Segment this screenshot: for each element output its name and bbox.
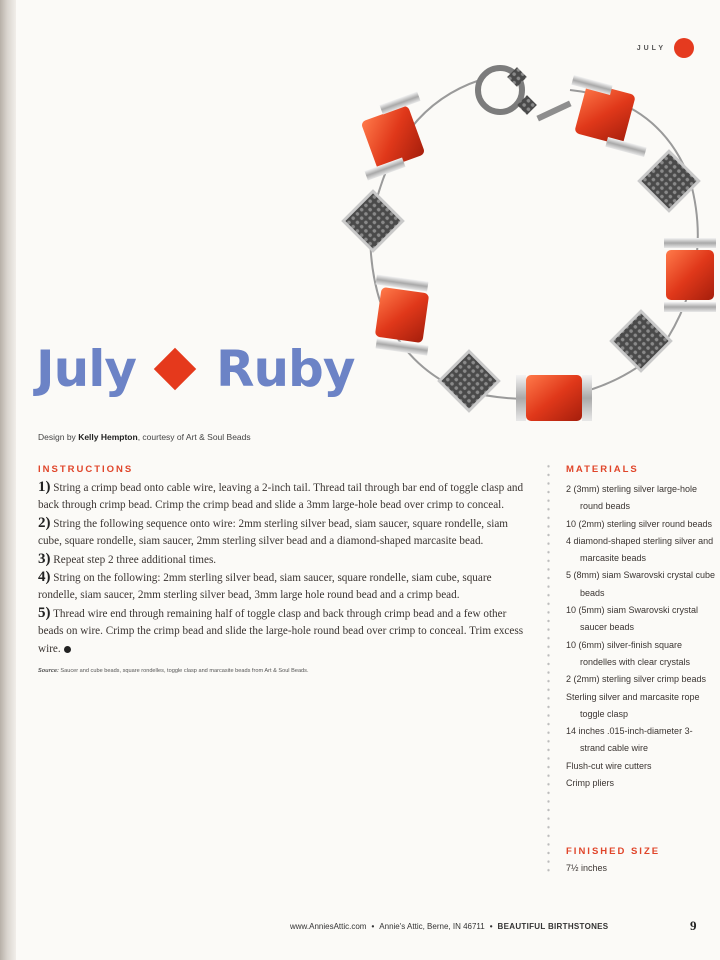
page-footer	[290, 922, 650, 931]
marcasite-diamond-bead	[343, 191, 402, 250]
page-title	[36, 340, 354, 398]
material-item: Crimp pliers	[566, 778, 615, 789]
instruction-step	[38, 479, 528, 515]
credit-suffix: , courtesy of Art & Soul Beads	[137, 432, 251, 442]
ruby-cube	[664, 238, 716, 312]
footer-url[interactable]: www.AnniesAttic.com	[290, 922, 367, 931]
footer-publication: BEAUTIFUL BIRTHSTONES	[497, 922, 609, 931]
end-mark-icon	[64, 646, 71, 653]
toggle-clasp	[478, 67, 572, 121]
step-text: String a crimp bead onto cable wire, leaving a 2-inch tail. Thread tail through bar end of toggle clasp and back through crimp bead. Crimp the crimp bead and slide a 3mm large-hole bead over crimp to conceal.	[38, 482, 524, 512]
footer-bullet: •	[371, 922, 375, 931]
footer-bullet: •	[489, 922, 493, 931]
month-tag-text: JULY	[636, 44, 666, 52]
material-item: 14 inches .015-inch-diameter 3-strand cable wire	[566, 726, 693, 754]
instructions-heading: INSTRUCTIONS	[38, 464, 134, 475]
marcasite-diamond-bead	[611, 311, 670, 370]
instruction-step	[38, 569, 528, 605]
instruction-step	[38, 551, 528, 569]
ruby-cube	[375, 274, 429, 355]
material-item: 5 (8mm) siam Swarovski crystal cube beads	[566, 570, 716, 598]
credit-prefix: Design by	[38, 432, 76, 442]
material-item: 4 diamond-shaped sterling silver and marcasite beads	[566, 535, 714, 564]
instructions-section	[38, 464, 528, 674]
finished-size-heading: FINISHED SIZE	[566, 846, 661, 857]
step-number: 5)	[38, 604, 51, 621]
materials-list	[566, 481, 716, 792]
ruby-bracelet-photo	[330, 50, 720, 430]
material-item: 10 (2mm) sterling silver round beads	[566, 518, 713, 529]
title-gem: Ruby	[215, 340, 355, 398]
material-item: 2 (3mm) sterling silver large-hole round beads	[566, 484, 698, 512]
title-month: July	[36, 340, 136, 398]
diamond-icon	[154, 348, 196, 390]
finished-size-value: 7½ inches	[566, 863, 608, 873]
material-item: 2 (2mm) sterling silver crimp beads	[566, 674, 707, 685]
step-text: String on the following: 2mm sterling silver bead, siam saucer, square rondelle, siam cube, square rondelle, siam saucer, 2mm sterling silver bead, 3mm large hole round bead and a crimp bead.	[38, 572, 492, 602]
source-note	[38, 668, 528, 674]
finished-size-section	[566, 846, 716, 873]
material-item: 10 (5mm) siam Swarovski crystal saucer beads	[566, 605, 699, 633]
materials-section	[566, 464, 716, 792]
step-number: 1)	[38, 479, 51, 495]
designer-name: Kelly Hempton	[78, 432, 138, 442]
design-credit	[38, 432, 251, 442]
dotted-divider	[547, 462, 550, 874]
ruby-cube	[516, 375, 592, 421]
step-number: 2)	[38, 514, 51, 531]
ruby-cube	[361, 91, 426, 180]
step-text: String the following sequence onto wire: 2mm sterling silver bead, siam saucer, square rondelle, siam cube, square rondelle, siam saucer, 2mm sterling silver bead and a diamond-shaped marcasite bead.	[38, 517, 509, 548]
marcasite-diamond-bead	[439, 351, 498, 410]
source-label: Source:	[38, 668, 59, 675]
materials-heading: MATERIALS	[566, 464, 639, 475]
marcasite-diamond-bead	[639, 151, 698, 210]
material-item: 10 (6mm) silver-finish square rondelles with clear crystals	[566, 639, 691, 667]
footer-address: Annie's Attic, Berne, IN 46711	[379, 922, 485, 931]
step-text: Thread wire end through remaining half of toggle clasp and back through crimp bead and a few other beads on wire. Crimp the crimp bead and slide the large-hole round bead over crimp to conceal. Trim excess wire.	[38, 607, 524, 655]
instruction-step	[38, 605, 528, 658]
page-number: 9	[690, 918, 697, 933]
material-item: Flush-cut wire cutters	[566, 760, 652, 771]
instruction-step	[38, 515, 528, 551]
step-number: 4)	[38, 569, 51, 586]
ruby-cube	[571, 75, 646, 157]
book-spine-shadow	[0, 0, 16, 960]
step-number: 3)	[38, 550, 51, 567]
material-item: Sterling silver and marcasite rope toggle clasp	[566, 691, 700, 719]
source-text: Saucer and cube beads, square rondelles, toggle clasp and marcasite beads from Art & Soul Beads.	[58, 668, 309, 675]
step-text: Repeat step 2 three additional times.	[50, 553, 217, 566]
